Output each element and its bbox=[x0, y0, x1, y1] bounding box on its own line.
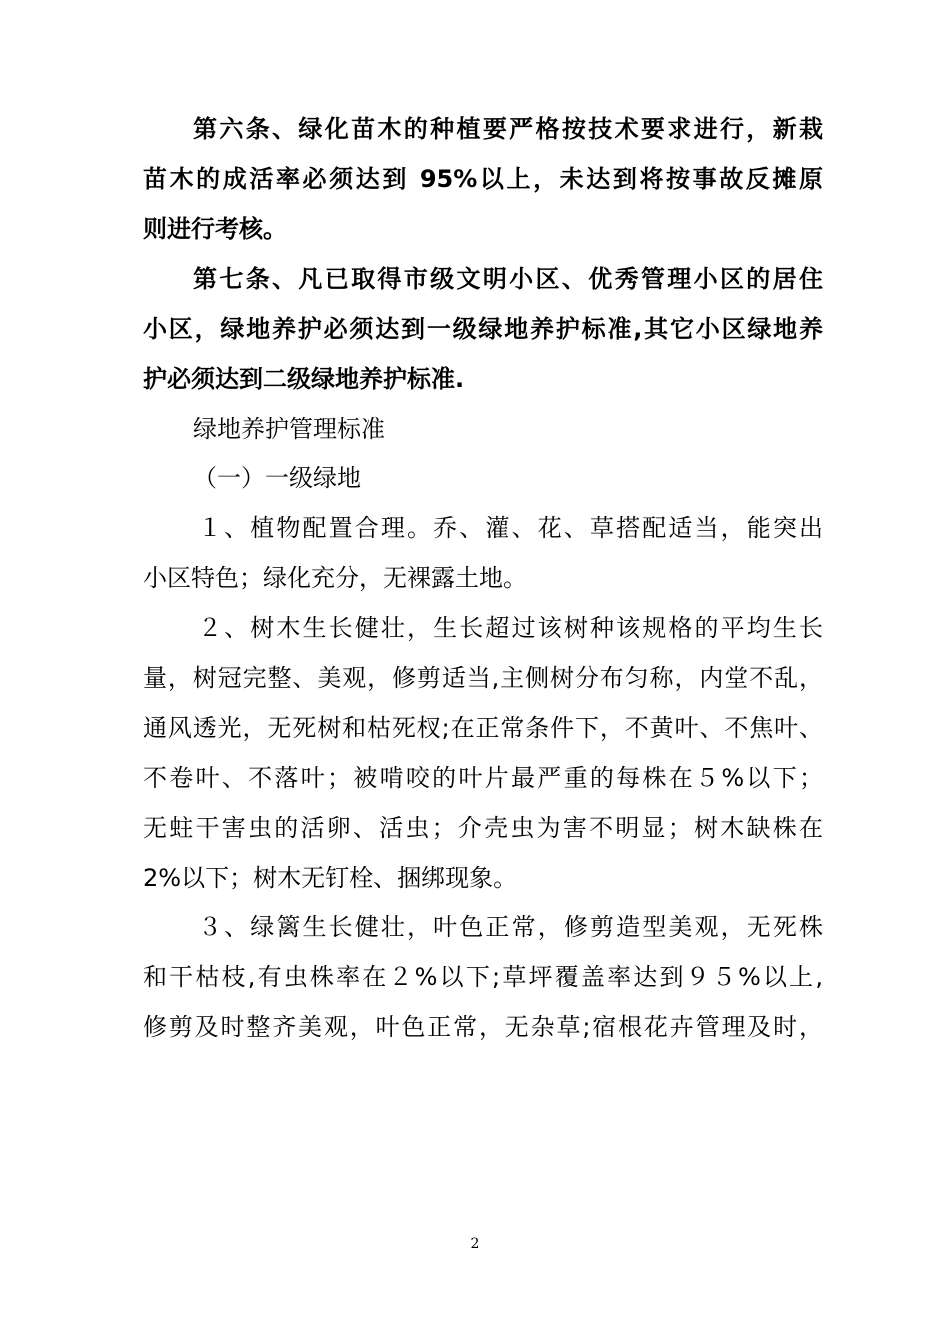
item2-line-1: ２、树木生长健壮，生长超过该树种该规格的平均生长 bbox=[198, 614, 823, 642]
article6-line-2: 苗木的成活率必须达到 95%以上，未达到将按事故反摊原 bbox=[143, 165, 823, 193]
item2-line-6: 2%以下；树木无钉栓、捆绑现象。 bbox=[143, 864, 518, 892]
item2-line-3: 通风透光，无死树和枯死杈;在正常条件下，不黄叶、不焦叶、 bbox=[143, 714, 823, 742]
item2-line-5: 无蛀干害虫的活卵、活虫；介壳虫为害不明显；树木缺株在 bbox=[143, 814, 823, 842]
article7-line-3: 护必须达到二级绿地养护标准. bbox=[143, 365, 465, 393]
article6-line-3: 则进行考核。 bbox=[143, 215, 287, 243]
item2-line-4: 不卷叶、不落叶；被啃咬的叶片最严重的每株在５%以下； bbox=[143, 764, 823, 792]
page-number: 2 bbox=[470, 1236, 480, 1252]
subsection-heading: （一）一级绿地 bbox=[193, 464, 361, 492]
item2-line-2: 量，树冠完整、美观，修剪适当,主侧树分布匀称，内堂不乱， bbox=[143, 664, 823, 692]
item3-line-3: 修剪及时整齐美观，叶色正常，无杂草;宿根花卉管理及时， bbox=[143, 1013, 823, 1041]
item1-line-1: １、植物配置合理。乔、灌、花、草搭配适当，能突出 bbox=[198, 514, 823, 542]
article7-line-2: 小区，绿地养护必须达到一级绿地养护标准,其它小区绿地养 bbox=[143, 315, 823, 343]
item3-line-2: 和干枯枝,有虫株率在２%以下;草坪覆盖率达到９５%以上, bbox=[143, 963, 823, 991]
article6-line-1: 第六条、绿化苗木的种植要严格按技术要求进行，新栽 bbox=[193, 115, 823, 143]
item1-line-2: 小区特色；绿化充分，无裸露土地。 bbox=[143, 564, 527, 592]
article7-line-1: 第七条、凡已取得市级文明小区、优秀管理小区的居住 bbox=[193, 265, 823, 293]
section-heading: 绿地养护管理标准 bbox=[193, 415, 385, 443]
item3-line-1: ３、绿篱生长健壮，叶色正常，修剪造型美观，无死株 bbox=[198, 913, 823, 941]
